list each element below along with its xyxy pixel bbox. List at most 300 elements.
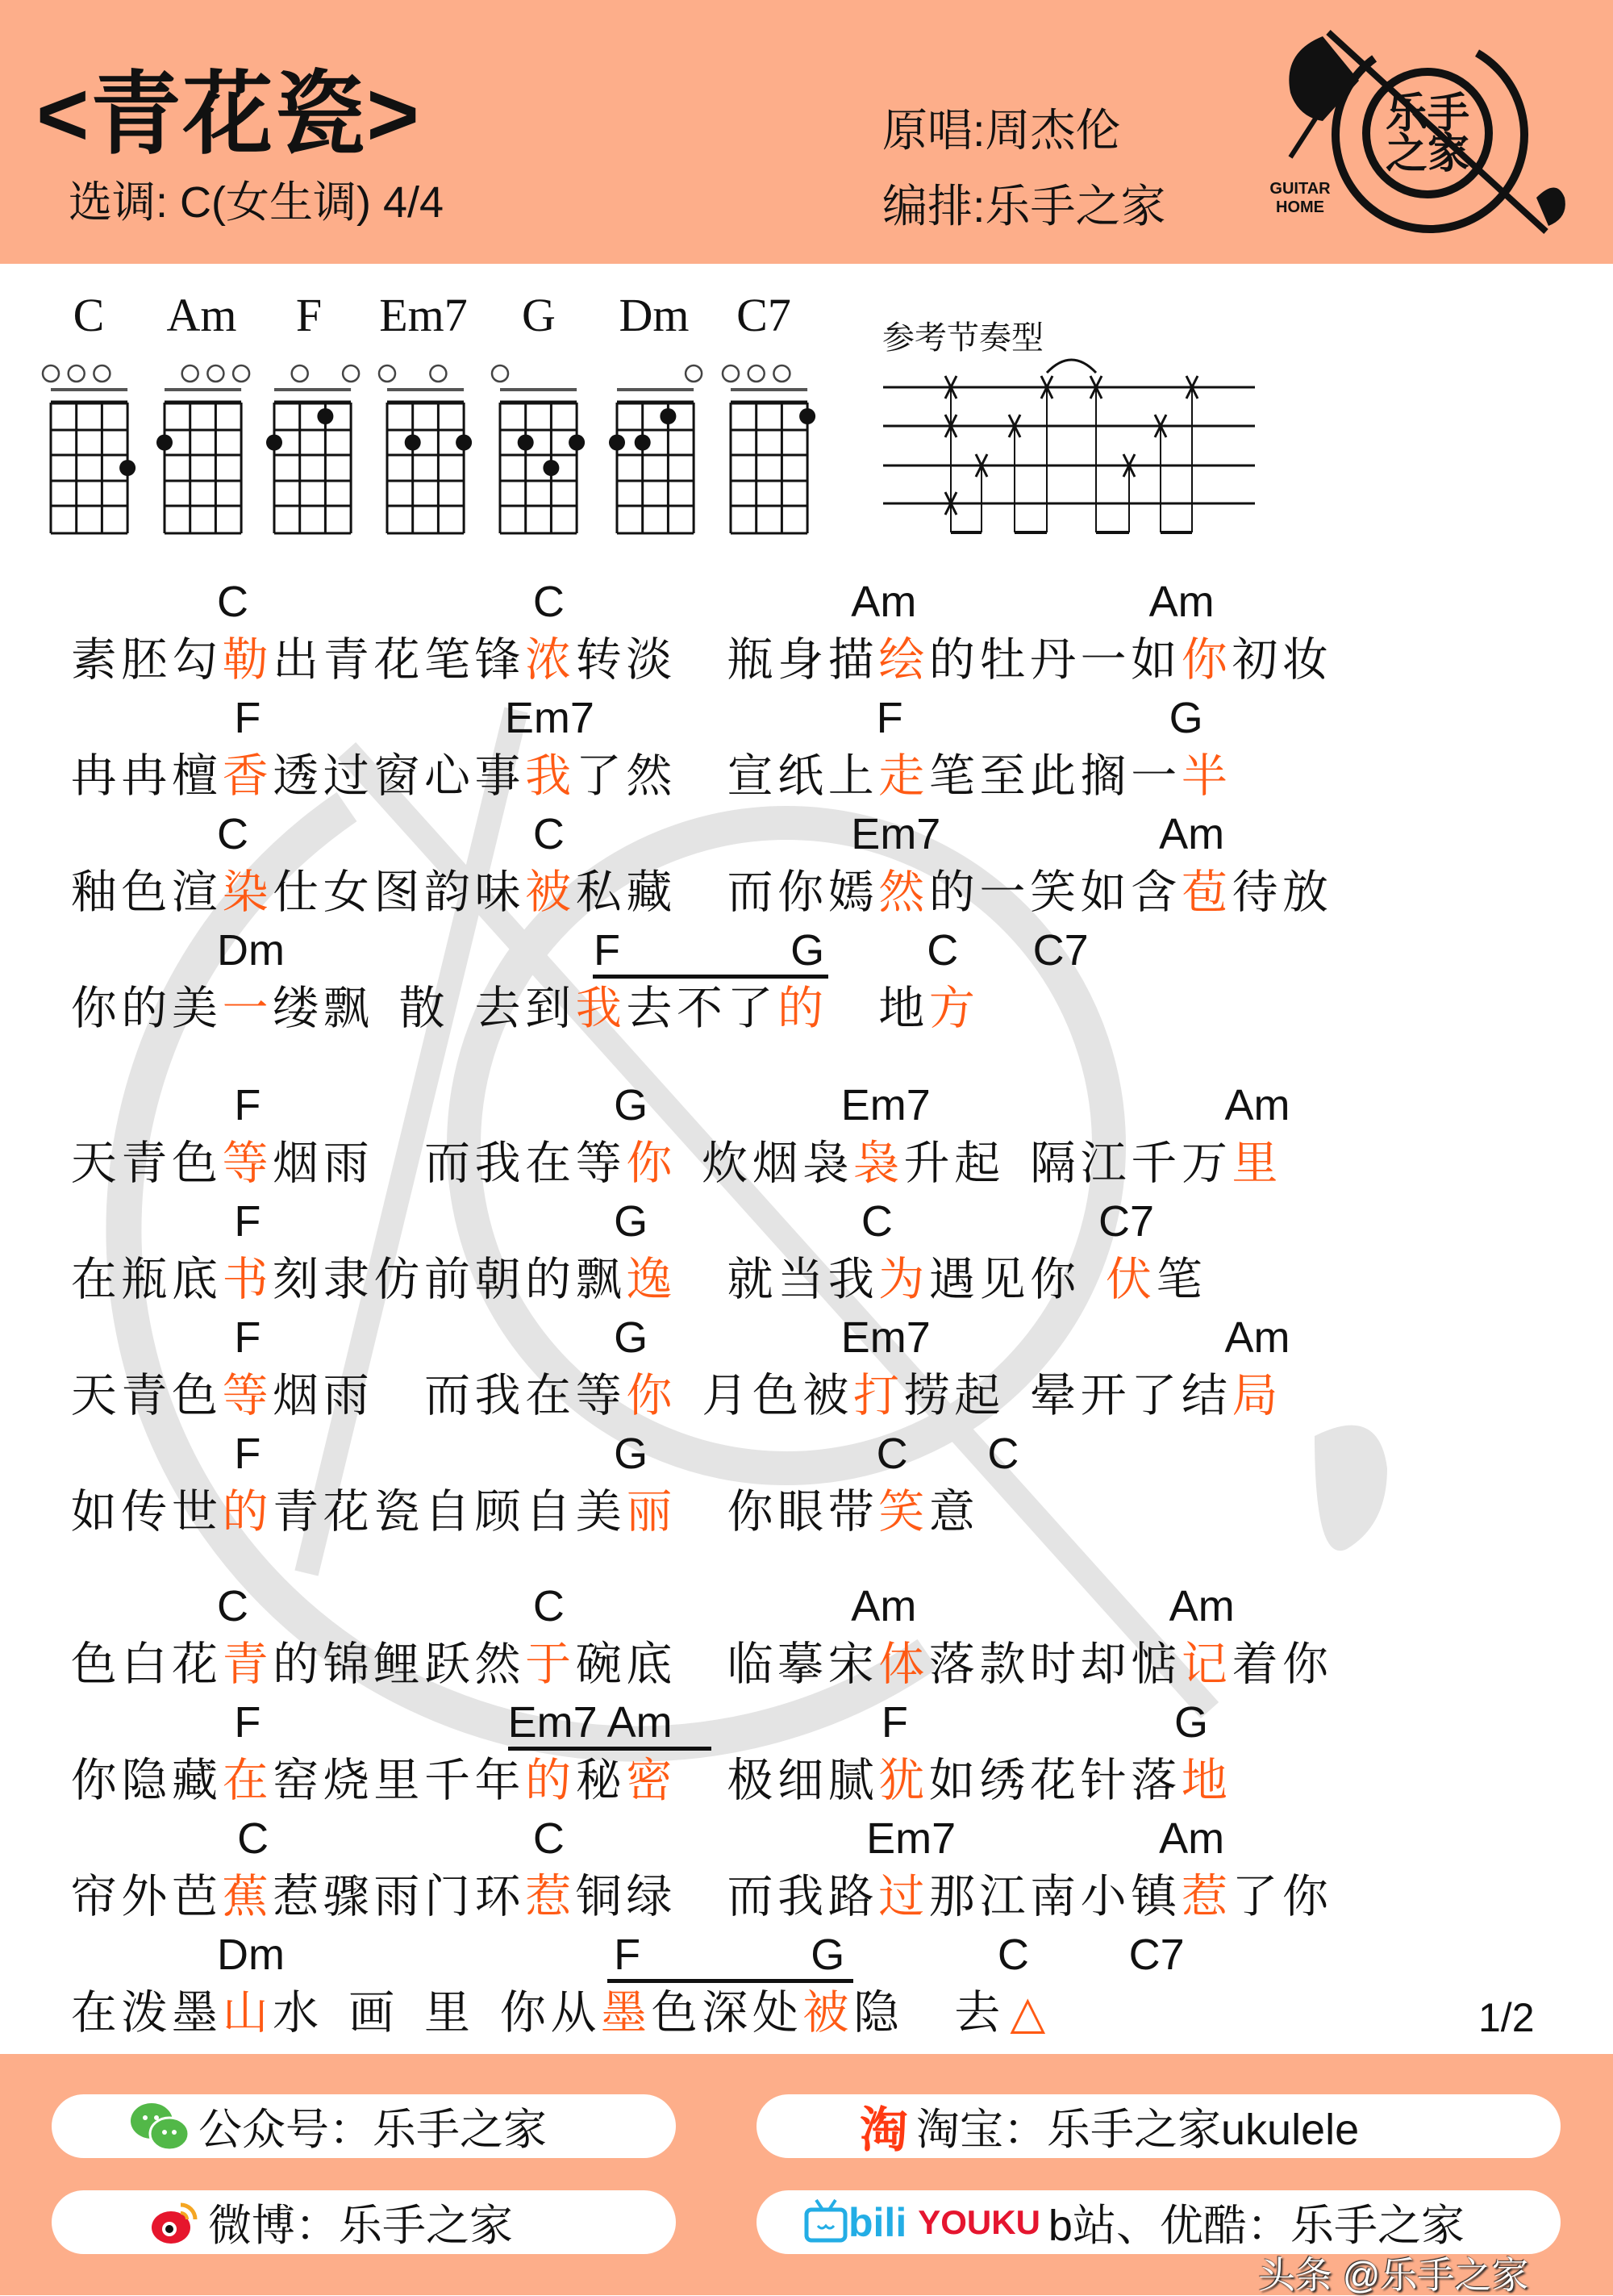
syllable: 帘 [70, 1871, 117, 1922]
emphasized-syllable: 等 [222, 1370, 269, 1421]
song-title: <青花瓷> [36, 64, 421, 165]
chord-label: F [234, 1313, 261, 1362]
syllable: 花 [323, 1486, 369, 1538]
syllable [1002, 1134, 1027, 1192]
syllable: 带 [827, 1486, 874, 1538]
emphasized-syllable: 被 [525, 866, 572, 918]
syllable: 笔 [928, 750, 975, 802]
lyric-line [0, 1076, 1613, 1192]
syllable: 落 [928, 1639, 975, 1690]
lyric-line [0, 805, 1613, 921]
lyric-text [69, 631, 1331, 689]
syllable: 绿 [626, 1871, 673, 1922]
syllable: 起 [954, 1138, 1001, 1189]
syllable: 我 [474, 1138, 521, 1189]
emphasized-syllable: 笑 [878, 1486, 925, 1538]
syllable: 自 [525, 1486, 572, 1538]
syllable: 描 [827, 634, 874, 686]
syllable: 釉 [70, 866, 117, 918]
wechat-label: 公众号：乐手之家 [198, 2106, 547, 2154]
weibo-account-pill[interactable] [52, 2190, 676, 2254]
syllable: 白 [121, 1639, 168, 1690]
chord-label: G [614, 1313, 648, 1362]
syllable: 的 [121, 983, 168, 1034]
syllable: 到 [525, 983, 572, 1034]
syllable: 上 [827, 750, 874, 802]
syllable: 雨 [323, 1370, 369, 1421]
syllable [674, 1134, 699, 1192]
syllable: 惦 [1131, 1639, 1177, 1690]
syllable: 惹 [273, 1871, 319, 1922]
syllable: 碗 [575, 1639, 622, 1690]
syllable: 丹 [1030, 634, 1077, 686]
chord-row [0, 1577, 1613, 1635]
syllable: 青 [121, 1370, 168, 1421]
syllable: 出 [273, 634, 319, 686]
syllable: 南 [1030, 1871, 1077, 1922]
chord-label: Em7 [840, 1313, 931, 1362]
syllable: 渲 [171, 866, 218, 918]
chord-label: F [614, 1931, 641, 1979]
chord-label: Am [1224, 1081, 1290, 1129]
syllable: 捞 [903, 1370, 950, 1421]
syllable: 窗 [373, 750, 420, 802]
lyric-text [69, 863, 1331, 921]
chord-diagram-name: C [73, 289, 105, 341]
syllable: 隐 [121, 1755, 168, 1806]
chord-label: F [881, 1698, 908, 1747]
syllable: 你 [499, 1987, 546, 2039]
chord-label: Am [1224, 1313, 1290, 1362]
syllable [826, 979, 877, 1037]
emphasized-syllable: 伏 [1105, 1254, 1152, 1305]
chord-label: C [237, 1814, 269, 1863]
chord-diagram-name: Am [166, 289, 237, 341]
syllable: 而 [423, 1370, 470, 1421]
emphasized-syllable: 你 [626, 1370, 673, 1421]
lyric-text [69, 1483, 977, 1541]
syllable: 不 [676, 983, 723, 1034]
syllable: 江 [1080, 1138, 1127, 1189]
syllable: 在 [70, 1987, 117, 2039]
emphasized-syllable: 等 [222, 1138, 269, 1189]
emphasized-syllable: 山 [222, 1987, 269, 2039]
syllable: 如 [928, 1755, 975, 1806]
syllable: 烟 [273, 1138, 319, 1189]
emphasized-syllable: 过 [878, 1871, 925, 1922]
syllable: 芭 [171, 1871, 218, 1922]
chord-label: Em7 [840, 1081, 931, 1129]
chord-label: C [217, 578, 249, 626]
syllable: 袅 [802, 1138, 849, 1189]
emphasized-syllable: 香 [222, 750, 269, 802]
emphasized-syllable: 你 [1181, 634, 1227, 686]
syllable: 骤 [323, 1871, 369, 1922]
lyric-text [69, 1984, 1053, 2042]
syllable: 晕 [1030, 1370, 1077, 1421]
syllable: 藏 [171, 1755, 218, 1806]
chord-group-underline [508, 1747, 711, 1751]
syllable: 藏 [626, 866, 673, 918]
chord-label: C [927, 926, 959, 975]
chord-label: F [594, 926, 621, 975]
syllable [674, 1250, 725, 1309]
syllable: 意 [928, 1486, 975, 1538]
emphasized-syllable: 犹 [878, 1755, 925, 1806]
syllable: 味 [474, 866, 521, 918]
syllable: 如 [1131, 634, 1177, 686]
lyric-text [69, 747, 1230, 805]
toutiao-watermark: 头条 @乐手之家 [1258, 2254, 1529, 2296]
syllable [902, 1984, 952, 2042]
lyric-line [0, 1693, 1613, 1810]
lyric-text [69, 1134, 1280, 1192]
chord-label: Dm [217, 926, 286, 975]
finger-dot [543, 460, 559, 476]
syllable: 一 [979, 866, 1026, 918]
svg-text:之家: 之家 [1385, 131, 1470, 177]
syllable: 世 [171, 1486, 218, 1538]
emphasized-syllable: 惹 [1181, 1871, 1227, 1922]
syllable: 你 [777, 866, 824, 918]
syllable: 环 [474, 1871, 521, 1922]
syllable: 千 [423, 1755, 470, 1806]
syllable: 朝 [474, 1254, 521, 1305]
syllable: 传 [121, 1486, 168, 1538]
emphasized-syllable: 我 [575, 983, 622, 1034]
syllable: 水 [273, 1987, 319, 2039]
emphasized-syllable: 体 [878, 1639, 925, 1690]
emphasized-syllable: 的 [525, 1755, 572, 1806]
syllable: 锋 [474, 634, 521, 686]
syllable: 跃 [423, 1639, 470, 1690]
chord-label: Dm [217, 1931, 286, 1979]
syllable: 雨 [323, 1138, 369, 1189]
syllable: 缕 [273, 983, 319, 1034]
chord-label: G [614, 1197, 648, 1246]
emphasized-syllable: 浓 [525, 634, 572, 686]
syllable: 烟 [752, 1138, 798, 1189]
chord-group-underline [607, 1979, 853, 1983]
weibo-label: 微博：乐手之家 [208, 2202, 513, 2250]
chord-label: Em7 [866, 1814, 957, 1863]
syllable: 从 [550, 1987, 597, 2039]
video-label: b站、优酷：乐手之家 [1048, 2202, 1465, 2250]
syllable: 我 [777, 1871, 824, 1922]
syllable: 年 [474, 1755, 521, 1806]
syllable [447, 979, 472, 1037]
emphasized-syllable: 勒 [222, 634, 269, 686]
syllable: 牡 [979, 634, 1026, 686]
finger-dot [799, 408, 815, 424]
emphasized-syllable: 打 [853, 1370, 899, 1421]
song-section [0, 573, 1613, 1037]
chord-group-underline [593, 975, 828, 979]
chord-label: C [532, 578, 565, 626]
emphasized-syllable: 为 [878, 1254, 925, 1305]
syllable: 色 [171, 1370, 218, 1421]
key-and-time-signature: 选调: C(女生调) 4/4 [69, 178, 444, 227]
syllable: 事 [474, 750, 521, 802]
emphasized-syllable: 惹 [525, 1871, 572, 1922]
syllable [674, 1483, 725, 1541]
syllable [372, 979, 397, 1037]
lyric-text [69, 979, 977, 1037]
taobao-label: 淘宝：乐手之家ukulele [916, 2106, 1360, 2154]
syllable: 飘 [575, 1254, 622, 1305]
syllable: 此 [1030, 750, 1077, 802]
syllable: 含 [1131, 866, 1177, 918]
syllable: 遇 [928, 1254, 975, 1305]
chord-label: Em7 [504, 694, 594, 742]
weibo-icon [148, 2197, 200, 2248]
syllable: 泼 [121, 1987, 168, 2039]
syllable: 底 [171, 1254, 218, 1305]
emphasized-syllable: 然 [878, 866, 925, 918]
emphasized-syllable: 里 [1232, 1138, 1278, 1189]
syllable: 顾 [474, 1486, 521, 1538]
chord-label: F [234, 694, 261, 742]
chord-label: C [861, 1197, 893, 1246]
finger-dot [635, 435, 651, 451]
open-string-icon [492, 365, 508, 382]
syllable: 的 [928, 866, 975, 918]
syllable [473, 1984, 498, 2042]
chord-row [0, 1926, 1613, 1984]
open-string-icon [430, 365, 446, 382]
emphasized-syllable: 青 [222, 1639, 269, 1690]
syllable: 款 [979, 1639, 1026, 1690]
lyric-line [0, 573, 1613, 689]
finger-dot [266, 435, 282, 451]
syllable: 一 [1080, 634, 1127, 686]
finger-dot [660, 408, 676, 424]
lyric-line [0, 1309, 1613, 1425]
syllable: 结 [1181, 1370, 1227, 1421]
chord-label: C [532, 810, 565, 858]
syllable: 江 [979, 1871, 1026, 1922]
syllable: 万 [1181, 1138, 1227, 1189]
syllable: 嫣 [827, 866, 874, 918]
emphasized-syllable: 于 [525, 1639, 572, 1690]
svg-text:乐手: 乐手 [1385, 90, 1470, 137]
finger-dot [405, 435, 421, 451]
syllable: 你 [1030, 1254, 1077, 1305]
video-platforms-pill[interactable] [756, 2190, 1561, 2254]
syllable: 私 [575, 866, 622, 918]
chord-label: Am [1148, 578, 1215, 626]
syllable: 月 [702, 1370, 748, 1421]
syllable: 那 [928, 1871, 975, 1922]
syllable: 当 [777, 1254, 824, 1305]
open-string-icon [43, 365, 59, 382]
chord-label: Am [1169, 1582, 1235, 1630]
chord-label: G [811, 1931, 845, 1979]
emphasized-syllable: 书 [222, 1254, 269, 1305]
chord-row [0, 1693, 1613, 1751]
lyric-line [0, 1577, 1613, 1693]
emphasized-syllable: 的 [222, 1486, 269, 1538]
chord-label: Em7 Am [507, 1698, 673, 1747]
chord-label: C7 [1128, 1931, 1185, 1979]
syllable: 被 [802, 1370, 849, 1421]
chord-label: G [790, 926, 825, 975]
syllable: 开 [1080, 1370, 1127, 1421]
syllable: 等 [575, 1138, 622, 1189]
emphasized-syllable: 半 [1181, 750, 1227, 802]
syllable: 见 [979, 1254, 1026, 1305]
syllable: 却 [1080, 1639, 1127, 1690]
syllable: 外 [121, 1871, 168, 1922]
syllable: 临 [727, 1639, 773, 1690]
chord-label: C [532, 1814, 565, 1863]
syllable: 淡 [626, 634, 673, 686]
youku-icon: YOUKU [918, 2202, 1040, 2241]
syllable: 烧 [323, 1755, 369, 1806]
finger-dot [609, 435, 625, 451]
syllable: 里 [423, 1987, 470, 2039]
chord-label: C7 [1098, 1197, 1155, 1246]
emphasized-syllable: 你 [626, 1138, 673, 1189]
syllable: 仿 [373, 1254, 420, 1305]
lyric-text [69, 1868, 1331, 1926]
syllable [674, 631, 725, 689]
syllable: 瓷 [373, 1486, 420, 1538]
syllable: 去 [474, 983, 521, 1034]
syllable: 窑 [273, 1755, 319, 1806]
taobao-icon: 淘 [860, 2102, 908, 2157]
original-singer: 原唱:周杰伦 [882, 105, 1121, 156]
chord-row [0, 1192, 1613, 1250]
syllable: 飘 [323, 983, 369, 1034]
finger-dot [156, 435, 173, 451]
syllable: 笔 [423, 634, 470, 686]
finger-dot [569, 435, 585, 451]
syllable: 妆 [1282, 634, 1329, 686]
emphasized-syllable: 被 [802, 1987, 849, 2039]
syllable: 了 [575, 750, 622, 802]
chord-label: Am [1159, 1814, 1225, 1863]
syllable [1002, 1367, 1027, 1425]
chord-row [0, 1810, 1613, 1868]
syllable: 去 [954, 1987, 1001, 2039]
lyric-line [0, 1810, 1613, 1926]
syllable: 雨 [373, 1871, 420, 1922]
bilibili-icon: bili [848, 2199, 907, 2245]
syllable: 心 [423, 750, 470, 802]
emphasized-syllable: 走 [878, 750, 925, 802]
open-string-icon [723, 365, 739, 382]
syllable: 宣 [727, 750, 773, 802]
wechat-account-pill[interactable] [52, 2094, 676, 2158]
chord-label: G [1169, 694, 1203, 742]
syllable: 千 [1131, 1138, 1177, 1189]
chord-label: Em7 [851, 810, 941, 858]
syllable: 我 [474, 1370, 521, 1421]
syllable [674, 863, 725, 921]
syllable: 落 [1131, 1755, 1177, 1806]
syllable: 至 [979, 750, 1026, 802]
syllable [674, 1367, 699, 1425]
syllable: 隔 [1030, 1138, 1077, 1189]
syllable: 冉 [70, 750, 117, 802]
emphasized-syllable: 一 [222, 983, 269, 1034]
lyric-text [69, 1635, 1331, 1693]
syllable: 眼 [777, 1486, 824, 1538]
syllable: 了 [1131, 1370, 1177, 1421]
emphasized-syllable: 袅 [853, 1138, 899, 1189]
emphasized-syllable: 我 [525, 750, 572, 802]
syllable [1078, 1250, 1103, 1309]
syllable [372, 1134, 423, 1192]
syllable: 摹 [777, 1639, 824, 1690]
chord-diagram-name: G [522, 289, 556, 341]
syllable: 一 [1131, 750, 1177, 802]
chord-label: Am [851, 578, 917, 626]
syllable: 如 [1080, 866, 1127, 918]
syllable: 色 [752, 1370, 798, 1421]
syllable: 针 [1080, 1755, 1127, 1806]
syllable: 细 [777, 1755, 824, 1806]
syllable: 腻 [827, 1755, 874, 1806]
emphasized-syllable: △ [1010, 1987, 1046, 2039]
open-string-icon [182, 365, 198, 382]
chord-label: F [234, 1430, 261, 1478]
syllable: 地 [878, 983, 925, 1034]
lyric-text [69, 1751, 1230, 1810]
emphasized-syllable: 局 [1232, 1370, 1278, 1421]
chord-row [0, 1076, 1613, 1134]
syllable: 仕 [273, 866, 319, 918]
chord-label: F [234, 1698, 261, 1747]
syllable: 笑 [1030, 866, 1077, 918]
chord-label: C [997, 1931, 1029, 1979]
syllable: 过 [323, 750, 369, 802]
open-string-icon [748, 365, 765, 382]
syllable [674, 1751, 725, 1810]
finger-dot [456, 435, 472, 451]
taobao-shop-pill[interactable] [756, 2094, 1561, 2158]
chord-label: Am [851, 1582, 917, 1630]
syllable [321, 1984, 346, 2042]
syllable: 初 [1232, 634, 1278, 686]
syllable: 起 [954, 1370, 1001, 1421]
syllable: 就 [727, 1254, 773, 1305]
finger-dot [119, 460, 135, 476]
syllable: 墨 [171, 1987, 218, 2039]
syllable: 纸 [777, 750, 824, 802]
svg-text:GUITAR: GUITAR [1269, 180, 1331, 198]
syllable: 天 [70, 1138, 117, 1189]
syllable: 花 [1030, 1755, 1077, 1806]
syllable: 你 [1282, 1639, 1329, 1690]
syllable: 深 [702, 1987, 748, 2039]
chord-label: F [234, 1081, 261, 1129]
syllable: 女 [323, 866, 369, 918]
syllable: 花 [373, 634, 420, 686]
chord-diagram-name: C7 [736, 289, 791, 341]
syllable: 透 [273, 750, 319, 802]
lyric-line [0, 689, 1613, 805]
syllable: 色 [171, 1138, 218, 1189]
syllable: 隶 [323, 1254, 369, 1305]
syllable: 底 [626, 1639, 673, 1690]
syllable: 锦 [323, 1639, 369, 1690]
chord-label: F [234, 1197, 261, 1246]
emphasized-syllable: 方 [928, 983, 975, 1034]
syllable: 路 [827, 1871, 874, 1922]
syllable: 你 [727, 1486, 773, 1538]
